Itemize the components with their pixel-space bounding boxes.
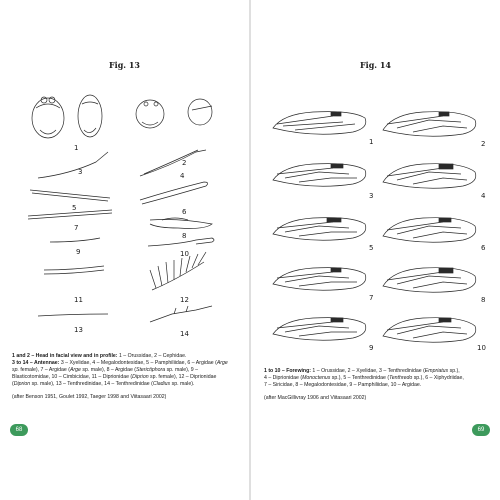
caption-heading-forewing: 1 to 10 – Forewing: <box>264 368 311 374</box>
fig13-label-3: 3 <box>78 168 83 176</box>
forewing-drawings <box>251 70 500 350</box>
fig14-label-6: 6 <box>481 244 486 252</box>
fig14-label-8: 8 <box>481 296 486 304</box>
forewing-9 <box>273 318 366 341</box>
caption-heading-antennae: 3 to 14 – Antennae: <box>12 360 60 366</box>
figure-13-caption: 1 and 2 – Head in facial view and in profile: 1 – Orussidae, 2 – Cephidae. 3 to 14 – Antennae: 3 – Xyelidae, 4 – Megalodontesidae, 5 – Pamphiliidae, 6 – Argidae (Arge sp. female), 7 – Argidae (Arge sp. male), 8 – Argidae (Sterictiphora sp. male), 9 – Blasticotomidae, 10 – Cimbicidae, 11 – Diprionidae (Diprion sp. female), 12 – Diprionidae (Diprion sp. male), 13 – Tenthredinidae, 14 – Tenthredinidae (Cladius sp. male). (after Benson 1951, Goulet 1992, Taeger 1998 and Viitasaari 2002) <box>12 353 240 401</box>
antenna-10 <box>148 238 214 246</box>
fig13-label-8: 8 <box>182 232 187 240</box>
antenna-13 <box>38 314 108 316</box>
figure-14-illustrations <box>251 70 500 350</box>
page-number-left: 68 <box>10 424 28 436</box>
fig13-label-7: 7 <box>74 224 79 232</box>
right-page <box>251 0 500 500</box>
fig13-label-12: 12 <box>180 296 189 304</box>
page-number-right: 69 <box>472 424 490 436</box>
head-drawing-2 <box>136 99 212 128</box>
forewing-7 <box>273 268 366 291</box>
antenna-12 <box>150 252 206 290</box>
left-page <box>0 0 249 500</box>
forewing-2 <box>383 112 476 137</box>
antenna-4 <box>140 150 206 176</box>
fig13-label-14: 14 <box>180 330 189 338</box>
antenna-6 <box>140 182 208 204</box>
antenna-7 <box>28 210 112 216</box>
fig13-label-1: 1 <box>74 144 79 152</box>
fig13-label-2: 2 <box>182 159 187 167</box>
forewing-6 <box>383 218 476 243</box>
fig13-label-9: 9 <box>76 248 81 256</box>
fig14-label-5: 5 <box>369 244 374 252</box>
forewing-5 <box>273 218 366 241</box>
forewing-3 <box>273 164 366 187</box>
fig14-label-10: 10 <box>477 344 486 350</box>
antenna-11 <box>44 266 104 270</box>
forewing-4 <box>383 164 476 189</box>
figure-14-title: Fig. 14 <box>359 60 391 70</box>
fig14-label-9: 9 <box>369 344 374 350</box>
fig14-label-7: 7 <box>369 294 374 302</box>
fig13-label-6: 6 <box>182 208 187 216</box>
antenna-8 <box>150 220 212 229</box>
fig14-label-2: 2 <box>481 140 486 148</box>
figure-14-source: (after MacGillivray 1906 and Viitasaari 2002) <box>264 395 367 401</box>
antennae-head-drawings <box>0 70 249 350</box>
fig13-label-4: 4 <box>180 172 185 180</box>
figure-13-illustrations <box>0 70 249 350</box>
forewing-1 <box>273 112 366 135</box>
fig13-label-10: 10 <box>180 250 189 258</box>
antenna-14 <box>150 306 212 322</box>
figure-14-caption: 1 to 10 – Forewing: 1 – Orussidae, 2 – Xyelidae, 3 – Tenthredinidae (Empriatus sp.), 4 – Diprionidae (Monoctenus sp.), 5 – Tenthredinidae (Tenthredo sp.), 6 – Xiphydriidae, 7 – Siricidae, 8 – Megalodontesidae, 9 – Pamphiliidae, 10 – Argidae. (after MacGillivray 1906 and Viitasaari 2002) <box>264 368 492 402</box>
fig14-label-3: 3 <box>369 192 374 200</box>
fig13-label-11: 11 <box>74 296 83 304</box>
antenna-3 <box>38 152 108 178</box>
forewing-10 <box>383 318 476 343</box>
antenna-9 <box>50 238 100 242</box>
fig13-label-13: 13 <box>74 326 83 334</box>
caption-heading-heads: 1 and 2 – Head in facial view and in profile: <box>12 353 118 359</box>
fig14-label-4: 4 <box>481 192 486 200</box>
forewing-8 <box>383 268 476 293</box>
figure-13-title: Fig. 13 <box>108 60 140 70</box>
head-drawing-1 <box>32 95 102 138</box>
figure-13-source: (after Benson 1951, Goulet 1992, Taeger 1998 and Viitasaari 2002) <box>12 394 167 400</box>
fig14-label-1: 1 <box>369 138 374 146</box>
fig13-label-5: 5 <box>72 204 77 212</box>
